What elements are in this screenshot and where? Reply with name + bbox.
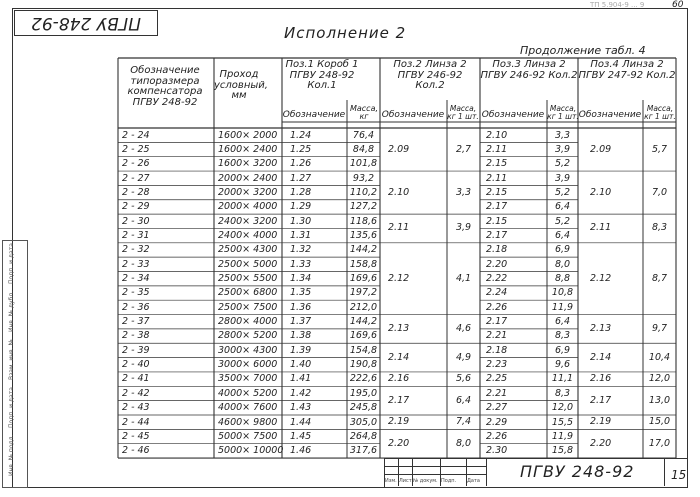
- cell-type: 2 - 30: [122, 215, 150, 227]
- cell-pos1: 1.45: [290, 430, 312, 442]
- cell-mass4: 8,3: [651, 222, 668, 234]
- cell-type: 2 - 24: [122, 129, 150, 141]
- cell-mass1: 93,2: [352, 172, 375, 184]
- cell-pos1: 1.27: [290, 172, 312, 184]
- cell-type: 2 - 29: [122, 201, 150, 213]
- cell-mass1: 169,6: [349, 330, 378, 342]
- cell-mass3: 8,0: [554, 258, 571, 270]
- cell-mass2: 4,9: [455, 351, 472, 363]
- cell-mass1: 317,6: [349, 445, 378, 457]
- cell-pos3: 2.11: [486, 143, 508, 155]
- cell-passage: 2400× 3200: [218, 215, 278, 227]
- title-block-label: Дата: [467, 478, 480, 484]
- cell-mass3: 8,3: [554, 387, 571, 399]
- subheader-designation-4: Обозначение: [578, 110, 642, 120]
- cell-pos1: 1.40: [290, 359, 312, 371]
- cell-mass4: 10,4: [648, 351, 671, 363]
- cell-pos1: 1.42: [290, 387, 312, 399]
- cell-pos4: 2.13: [590, 322, 612, 334]
- header-pos3: Поз.3 Линза 2 ПГВУ 246-92 Кол.2: [480, 59, 578, 81]
- cell-mass3: 11,9: [551, 430, 574, 442]
- subheader-designation-1: Обозначение: [282, 110, 346, 120]
- cell-pos3: 2.29: [486, 416, 508, 428]
- cell-mass1: 76,4: [352, 129, 375, 141]
- cell-pos3: 2.17: [486, 316, 508, 328]
- cell-pos2: 2.20: [388, 437, 410, 449]
- cell-mass3: 5,2: [554, 215, 571, 227]
- cell-mass1: 264,8: [349, 430, 378, 442]
- cell-pos4: 2.20: [590, 437, 612, 449]
- cell-mass3: 11,9: [551, 301, 574, 313]
- cell-pos1: 1.29: [290, 201, 312, 213]
- cell-pos3: 2.21: [486, 387, 508, 399]
- cell-type: 2 - 43: [122, 402, 150, 414]
- cell-pos3: 2.27: [486, 402, 508, 414]
- cell-passage: 4600× 9800: [218, 416, 278, 428]
- cell-pos4: 2.14: [590, 351, 612, 363]
- cell-type: 2 - 45: [122, 430, 150, 442]
- cell-pos3: 2.23: [486, 359, 508, 371]
- cell-pos3: 2.18: [486, 244, 508, 256]
- cell-mass3: 3,9: [554, 172, 571, 184]
- cell-pos1: 1.34: [290, 273, 312, 284]
- cell-passage: 2500× 6800: [218, 287, 278, 299]
- cell-pos1: 1.26: [290, 158, 312, 170]
- cell-mass2: 7,4: [455, 416, 472, 428]
- cell-passage: 2500× 5500: [218, 273, 278, 284]
- cell-mass3: 11,1: [551, 373, 574, 385]
- cell-pos2: 2.13: [388, 322, 410, 334]
- cell-mass2: 2,7: [455, 143, 472, 155]
- header-pos4: Поз.4 Линза 2 ПГВУ 247-92 Кол.2: [578, 59, 676, 81]
- cell-mass4: 12,0: [648, 373, 671, 385]
- cell-passage: 2000× 3200: [218, 186, 278, 198]
- cell-type: 2 - 41: [122, 373, 150, 385]
- cell-type: 2 - 33: [122, 258, 150, 270]
- cell-mass1: 169,6: [349, 273, 378, 284]
- cell-type: 2 - 36: [122, 301, 150, 313]
- cell-pos3: 2.21: [486, 330, 508, 342]
- title-block-label: Лист: [399, 478, 412, 484]
- cell-pos1: 1.43: [290, 402, 312, 414]
- cell-passage: 1600× 3200: [218, 158, 278, 170]
- cell-mass3: 6,4: [554, 229, 571, 241]
- subheader-mass-2: Масса, кг 1 шт.: [447, 104, 479, 121]
- cell-pos2: 2.11: [388, 222, 410, 234]
- cell-mass3: 5,2: [554, 186, 571, 198]
- cell-pos1: 1.38: [290, 330, 312, 342]
- cell-pos3: 2.11: [486, 172, 508, 184]
- cell-mass1: 101,8: [349, 158, 378, 170]
- cell-mass2: 4,1: [455, 272, 472, 284]
- side-strip-label: Подп. и дата: [8, 243, 15, 284]
- cell-type: 2 - 39: [122, 344, 150, 356]
- cell-passage: 4000× 5200: [218, 387, 278, 399]
- cell-pos2: 2.10: [388, 186, 410, 198]
- cell-pos1: 1.31: [290, 229, 312, 241]
- cell-pos4: 2.10: [590, 186, 612, 198]
- cell-mass1: 305,0: [349, 416, 378, 428]
- cell-passage: 1600× 2000: [218, 129, 278, 141]
- cell-passage: 1600× 2400: [218, 143, 278, 155]
- cell-mass2: 5,6: [455, 373, 472, 385]
- cell-type: 2 - 26: [122, 158, 150, 170]
- cell-mass3: 3,3: [554, 129, 571, 141]
- cell-passage: 2500× 7500: [218, 301, 278, 313]
- cell-mass1: 144,2: [349, 244, 378, 256]
- cell-mass1: 110,2: [349, 186, 378, 198]
- cell-passage: 5000× 10000: [218, 445, 284, 457]
- title-block-sheet: 15: [671, 468, 687, 482]
- cell-mass1: 84,8: [352, 143, 375, 155]
- cell-pos4: 2.19: [590, 416, 612, 428]
- cell-mass1: 154,8: [349, 344, 378, 356]
- cell-mass3: 12,0: [551, 402, 574, 414]
- cell-mass1: 245,8: [349, 402, 378, 414]
- cell-pos3: 2.18: [486, 344, 508, 356]
- cell-pos1: 1.30: [290, 215, 312, 227]
- cell-mass3: 10,8: [551, 287, 574, 299]
- page-title: Исполнение 2: [284, 24, 407, 42]
- cell-passage: 2800× 4000: [218, 316, 278, 328]
- cell-pos4: 2.09: [590, 143, 612, 155]
- cell-mass3: 3,9: [554, 143, 571, 155]
- side-strip-label: Инв. № подл.: [8, 434, 15, 476]
- cell-mass4: 15,0: [648, 416, 671, 428]
- cell-mass3: 8,3: [554, 330, 571, 342]
- cell-mass1: 127,2: [349, 201, 378, 213]
- cell-passage: 2400× 4000: [218, 229, 278, 241]
- cell-passage: 3500× 7000: [218, 373, 278, 385]
- cell-mass2: 8,0: [455, 437, 472, 449]
- cell-mass2: 3,9: [455, 222, 472, 234]
- faint-header-text: ТП 5.904-9 ... 9: [590, 1, 645, 9]
- cell-passage: 2500× 5000: [218, 258, 278, 270]
- cell-mass2: 4,6: [455, 322, 472, 334]
- subheader-mass-4: Масса, кг 1 шт.: [644, 104, 676, 121]
- subheader-mass-3: Масса, кг 1 шт.: [547, 104, 579, 121]
- cell-pos2: 2.19: [388, 416, 410, 428]
- cell-type: 2 - 31: [122, 229, 150, 241]
- cell-pos1: 1.33: [290, 258, 312, 270]
- cell-pos2: 2.14: [388, 351, 410, 363]
- cell-pos3: 2.10: [486, 129, 508, 141]
- cell-type: 2 - 28: [122, 186, 150, 198]
- cell-mass3: 8,8: [554, 273, 571, 284]
- cell-pos3: 2.15: [486, 215, 508, 227]
- cell-pos3: 2.15: [486, 186, 508, 198]
- header-pos2: Поз.2 Линза 2 ПГВУ 246-92 Кол.2: [393, 59, 467, 91]
- cell-mass3: 6,9: [554, 344, 571, 356]
- cell-pos1: 1.36: [290, 301, 312, 313]
- cell-passage: 2000× 2400: [218, 172, 278, 184]
- cell-mass3: 6,9: [554, 244, 571, 256]
- side-strip-label: Инв. № дубл.: [8, 290, 15, 332]
- cell-pos3: 2.24: [486, 287, 508, 299]
- cell-mass1: 118,6: [349, 215, 378, 227]
- cell-mass3: 15,8: [551, 445, 574, 457]
- cell-mass4: 17,0: [648, 437, 671, 449]
- cell-mass1: 144,2: [349, 316, 378, 328]
- cell-mass4: 9,7: [651, 322, 668, 334]
- cell-mass2: 3,3: [455, 186, 472, 198]
- cell-mass3: 5,2: [554, 158, 571, 170]
- cell-mass3: 6,4: [554, 316, 571, 328]
- cell-mass1: 222,6: [349, 373, 378, 385]
- cell-type: 2 - 37: [122, 316, 150, 328]
- cell-pos1: 1.44: [290, 416, 312, 428]
- cell-type: 2 - 27: [122, 172, 150, 184]
- cell-passage: 3000× 6000: [218, 359, 278, 371]
- cell-pos1: 1.39: [290, 344, 312, 356]
- cell-passage: 4000× 7600: [218, 402, 278, 414]
- cell-mass1: 195,0: [349, 387, 378, 399]
- cell-pos2: 2.12: [388, 272, 410, 284]
- cell-mass4: 7,0: [651, 186, 668, 198]
- header-pos1: Поз.1 Короб 1 ПГВУ 248-92 Кол.1: [285, 59, 359, 91]
- cell-type: 2 - 42: [122, 387, 150, 399]
- cell-pos3: 2.30: [486, 445, 508, 457]
- cell-pos3: 2.25: [486, 373, 508, 385]
- cell-type: 2 - 46: [122, 445, 150, 457]
- cell-pos3: 2.15: [486, 158, 508, 170]
- cell-pos3: 2.26: [486, 301, 508, 313]
- cell-mass3: 9,6: [554, 359, 571, 371]
- cell-passage: 2000× 4000: [218, 201, 278, 213]
- cell-pos3: 2.17: [486, 201, 508, 213]
- cell-pos1: 1.25: [290, 143, 312, 155]
- cell-pos1: 1.28: [290, 186, 312, 198]
- cell-type: 2 - 40: [122, 359, 150, 371]
- cell-pos4: 2.16: [590, 373, 612, 385]
- title-block-divider: [486, 458, 487, 486]
- cell-mass1: 190,8: [349, 359, 378, 371]
- title-block-label: Изм.: [385, 478, 397, 484]
- title-block-row-line: [384, 466, 486, 467]
- side-strip-label: Взам. инв. №: [8, 339, 15, 380]
- cell-mass1: 197,2: [349, 287, 378, 299]
- cell-mass4: 5,7: [651, 143, 668, 155]
- title-block-label: № докум.: [413, 478, 438, 484]
- cell-pos4: 2.17: [590, 394, 612, 406]
- cell-mass3: 6,4: [554, 201, 571, 213]
- cell-mass1: 135,6: [349, 229, 378, 241]
- cell-pos2: 2.17: [388, 394, 410, 406]
- header-passage: Проход условный, мм: [214, 69, 268, 101]
- title-block-code: ПГВУ 248-92: [520, 462, 635, 481]
- cell-pos3: 2.22: [486, 273, 508, 284]
- cell-mass2: 6,4: [455, 394, 472, 406]
- cell-passage: 5000× 7500: [218, 430, 278, 442]
- subheader-designation-3: Обозначение: [481, 110, 545, 120]
- cell-passage: 2500× 4300: [218, 244, 278, 256]
- cell-mass1: 212,0: [349, 301, 378, 313]
- cell-pos1: 1.46: [290, 445, 312, 457]
- header-designation: Обозначение типоразмера компенсатора ПГВУ 248-92: [127, 65, 203, 108]
- cell-type: 2 - 32: [122, 244, 150, 256]
- corner-code: ПГВУ 248-92: [31, 13, 141, 33]
- cell-type: 2 - 35: [122, 287, 150, 299]
- title-block-row-line: [384, 474, 486, 475]
- cell-mass4: 8,7: [651, 272, 668, 284]
- cell-pos1: 1.41: [290, 373, 312, 385]
- cell-mass4: 13,0: [648, 394, 671, 406]
- cell-pos2: 2.16: [388, 373, 410, 385]
- cell-pos1: 1.24: [290, 129, 312, 141]
- cell-pos4: 2.12: [590, 272, 612, 284]
- cell-pos1: 1.32: [290, 244, 312, 256]
- subheader-designation-2: Обозначение: [381, 110, 445, 120]
- side-strip-label: Подп. и дата: [8, 387, 15, 428]
- cell-pos3: 2.17: [486, 229, 508, 241]
- cell-mass3: 15,5: [551, 416, 574, 428]
- cell-pos3: 2.26: [486, 430, 508, 442]
- cell-pos2: 2.09: [388, 143, 410, 155]
- title-block-label: Подп.: [441, 478, 457, 484]
- cell-pos4: 2.11: [590, 222, 612, 234]
- table-continuation-label: Продолжение табл. 4: [520, 44, 646, 57]
- subheader-mass-1: Масса, кг: [349, 104, 379, 122]
- cell-type: 2 - 44: [122, 416, 150, 428]
- cell-type: 2 - 25: [122, 143, 150, 155]
- cell-passage: 3000× 4300: [218, 344, 278, 356]
- cell-pos3: 2.20: [486, 258, 508, 270]
- cell-mass1: 158,8: [349, 258, 378, 270]
- title-block-divider: [664, 458, 665, 486]
- cell-pos1: 1.37: [290, 316, 312, 328]
- cell-pos1: 1.35: [290, 287, 312, 299]
- cell-type: 2 - 34: [122, 273, 150, 284]
- cell-passage: 2800× 5200: [218, 330, 278, 342]
- cell-type: 2 - 38: [122, 330, 150, 342]
- page-number: 60: [672, 0, 684, 10]
